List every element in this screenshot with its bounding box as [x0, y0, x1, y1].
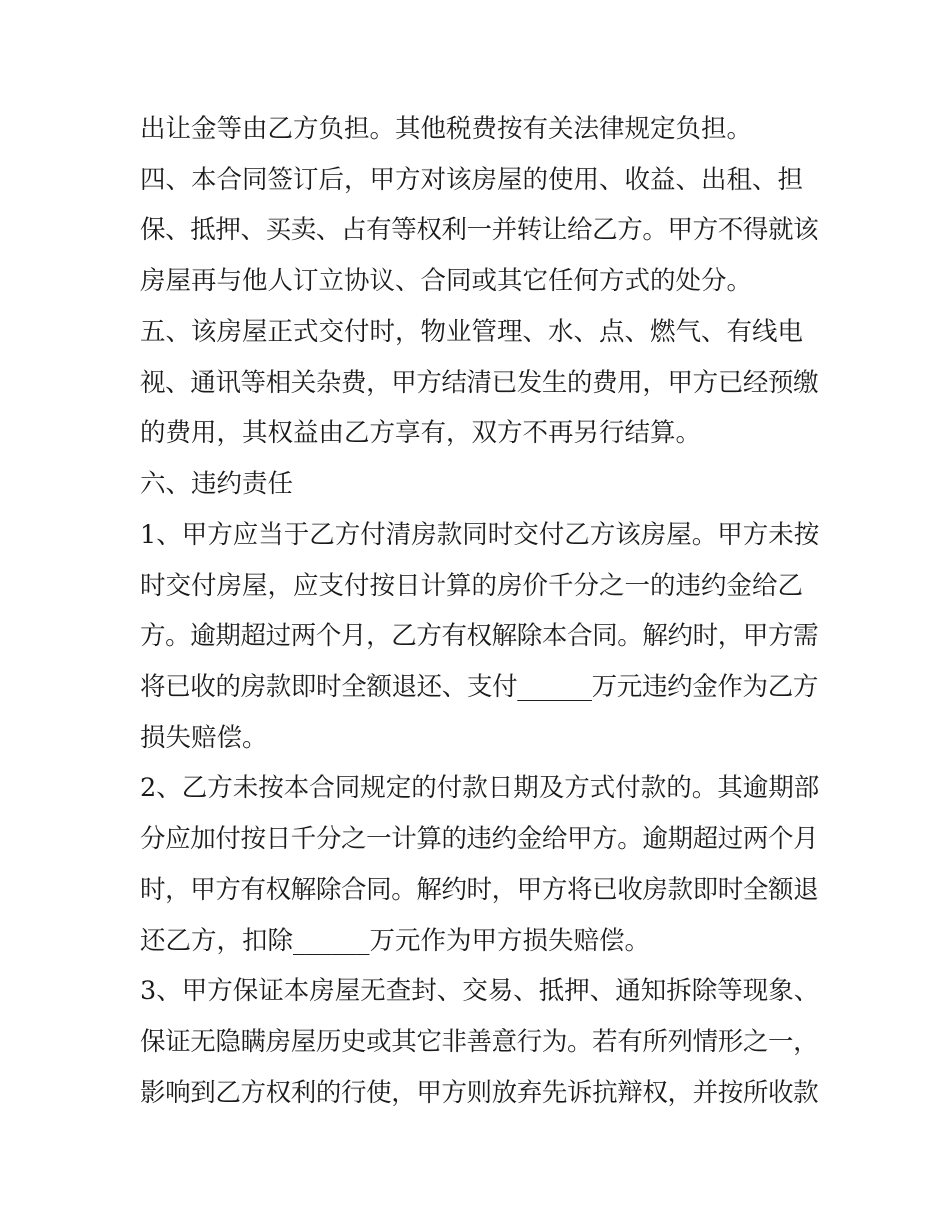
text-line: 出让金等由乙方负担。其他税费按有关法律规定负担。 — [140, 114, 753, 144]
text-line: 房屋再与他人订立协议、合同或其它任何方式的处分。 — [140, 266, 753, 296]
text-line: 方。逾期超过两个月，乙方有权解除本合同。解约时，甲方需 — [140, 621, 819, 651]
text-line: 2、乙方未按本合同规定的付款日期及方式付款的。其逾期部 — [140, 773, 820, 803]
text-line: 1、甲方应当于乙方付清房款同时交付乙方该房屋。甲方未按 — [140, 520, 820, 550]
text-line: 五、该房屋正式交付时，物业管理、水、点、燃气、有线电 — [140, 317, 804, 347]
text-line: 时交付房屋，应支付按日计算的房价千分之一的违约金给乙 — [140, 571, 804, 601]
text-line: 视、通讯等相关杂费，甲方结清已发生的费用，甲方已经预缴 — [140, 368, 819, 398]
text-line: 损失赔偿。 — [140, 723, 268, 753]
text-line: 将已收的房款即时全额退还、支付______万元违约金作为乙方 — [140, 672, 819, 702]
text-line: 时，甲方有权解除合同。解约时，甲方将已收房款即时全额退 — [140, 875, 819, 905]
text-line: 影响到乙方权利的行使，甲方则放弃先诉抗辩权，并按所收款 — [140, 1078, 819, 1108]
text-line: 分应加付按日千分之一计算的违约金给甲方。逾期超过两个月 — [140, 824, 819, 854]
text-line: 保证无隐瞒房屋历史或其它非善意行为。若有所列情形之一， — [140, 1027, 819, 1057]
text-line: 3、甲方保证本房屋无查封、交易、抵押、通知拆除等现象、 — [140, 976, 820, 1006]
text-line: 还乙方，扣除______万元作为甲方损失赔偿。 — [140, 926, 651, 956]
text-line: 四、本合同签订后，甲方对该房屋的使用、收益、出租、担 — [140, 165, 804, 195]
section-heading: 六、违约责任 — [140, 469, 294, 499]
text-line: 保、抵押、买卖、占有等权利一并转让给乙方。甲方不得就该 — [140, 215, 819, 245]
text-line: 的费用，其权益由乙方享有，双方不再另行结算。 — [140, 418, 702, 448]
